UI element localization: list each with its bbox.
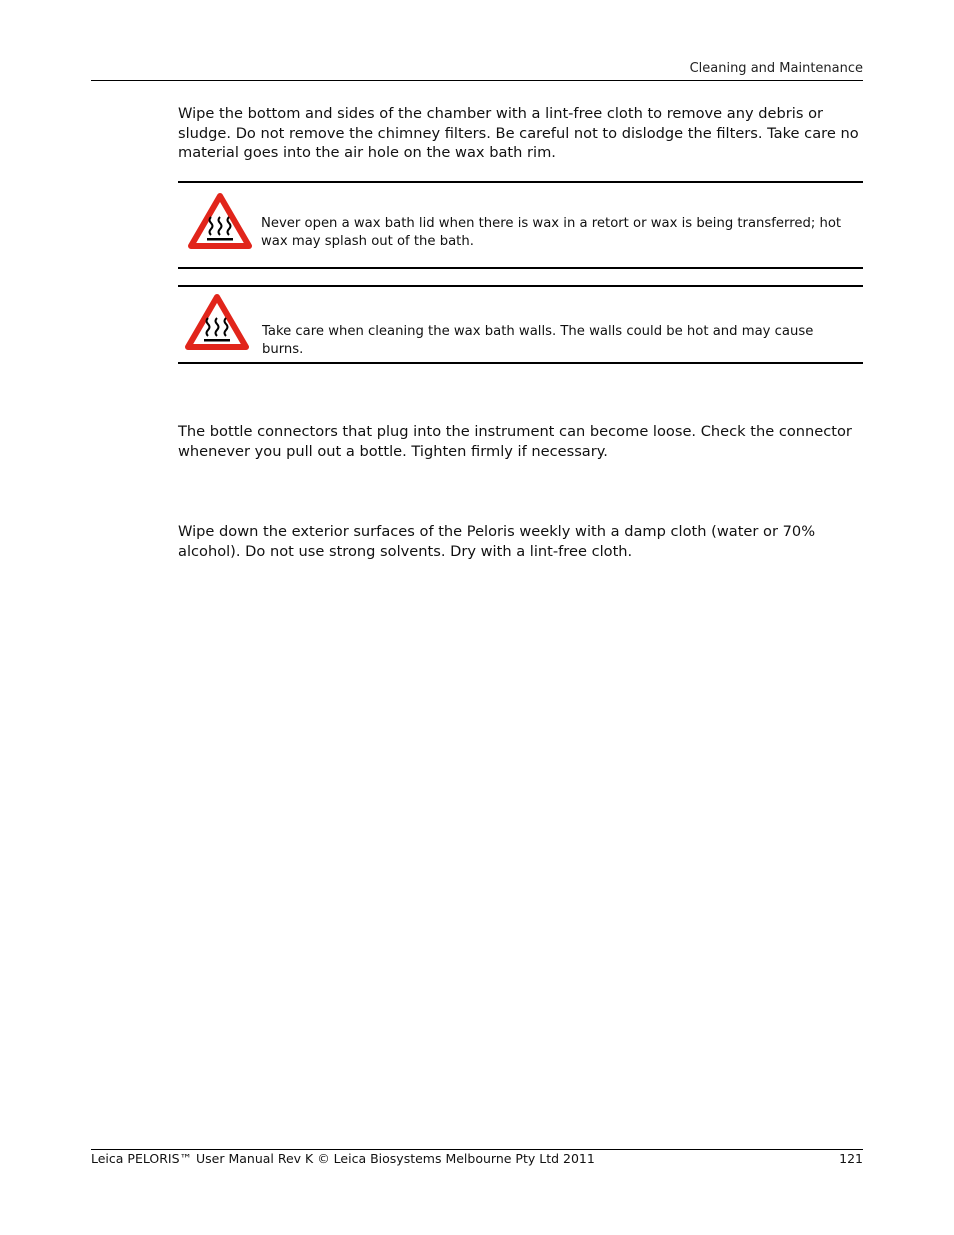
paragraph-bottle-connectors: The bottle connectors that plug into the instrument can become loose. Check the connector whenever you pull out a bottle. Tighten firmly if necessary. (178, 423, 852, 460)
footer-divider (91, 1149, 863, 1150)
header-divider (91, 80, 863, 81)
section-title: Cleaning and Maintenance (689, 61, 863, 76)
warning-text: Take care when cleaning the wax bath walls. The walls could be hot and may cause burns. (262, 324, 814, 357)
warning-text: Never open a wax bath lid when there is wax in a retort or wax is being transferred; hot wax may splash out of the bath. (261, 216, 842, 249)
paragraph-exterior-surfaces: Wipe down the exterior surfaces of the Peloris weekly with a damp cloth (water or 70% alcohol). Do not use strong solvents. Dry with a lint-free cloth. (178, 523, 816, 560)
hot-surface-warning-icon (188, 192, 252, 249)
footer-copyright: Leica PELORIS™ User Manual Rev K © Leica Biosystems Melbourne Pty Ltd 2011 (91, 1151, 595, 1166)
hot-surface-warning-icon (185, 293, 249, 350)
warning-box-wax-bath-lid (178, 181, 863, 269)
page-number: 121 (839, 1151, 863, 1166)
paragraph-chamber-cleaning: Wipe the bottom and sides of the chamber with a lint-free cloth to remove any debris or sludge. Do not remove the chimney filters. Be careful not to dislodge the filters. Take care no material goes into the air hole on the wax bath rim. (178, 105, 859, 161)
warning-box-wax-bath-walls (178, 285, 863, 364)
